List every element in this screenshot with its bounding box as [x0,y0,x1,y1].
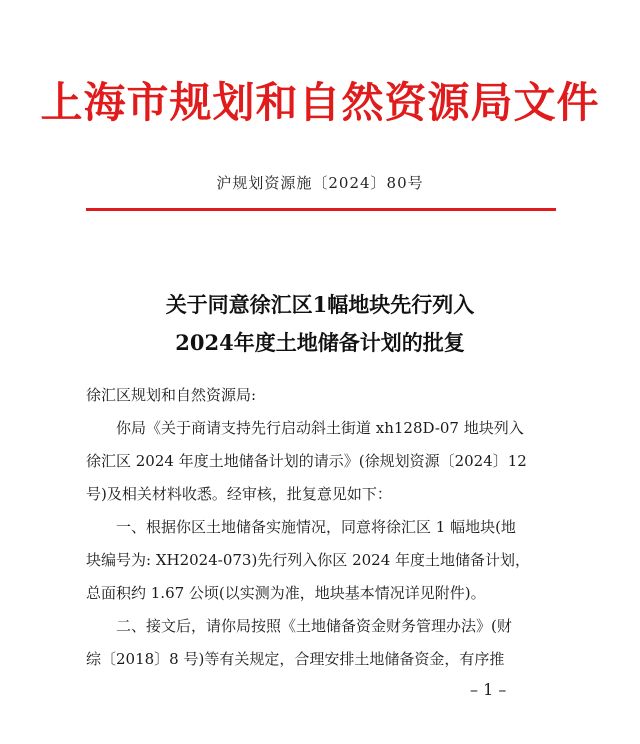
document-number: 沪规划资源施〔2024〕80号 [216,174,424,192]
paragraph-1-line-2: 徐汇区 2024 年度土地储备计划的请示》(徐规划资源〔2024〕12 [86,452,527,470]
document-body [86,379,566,676]
document-subject [0,286,640,362]
salutation: 徐汇区规划和自然资源局: [86,386,257,404]
paragraph-2-line-3: 总面积约 1.67 公顷(以实测为准，地块基本情况详见附件)。 [86,584,486,602]
subject-line-2: 2024年度土地储备计划的批复 [175,330,465,355]
issuing-authority-title: 上海市规划和自然资源局文件 [40,78,600,127]
page-number: – 1 – [470,680,507,699]
paragraph-3-line-1: 二、接文后，请你局按照《土地储备资金财务管理办法》(财 [116,617,512,635]
paragraph-2-line-1: 一、根据你区土地储备实施情况，同意将徐汇区 1 幅地块(地 [116,518,516,536]
paragraph-1-line-1: 你局《关于商请支持先行启动斜土街道 xh128D-07 地块列入 [116,419,524,437]
paragraph-1-line-3: 号)及相关材料收悉。经审核，批复意见如下： [86,485,392,503]
subject-line-1: 关于同意徐汇区1幅地块先行列入 [165,292,475,317]
paragraph-3-line-2: 综〔2018〕8 号)等有关规定，合理安排土地储备资金，有序推 [86,650,505,668]
red-divider-line [86,208,556,211]
paragraph-2-line-2: 块编号为: XH2024-073)先行列入你区 2024 年度土地储备计划， [86,551,531,569]
